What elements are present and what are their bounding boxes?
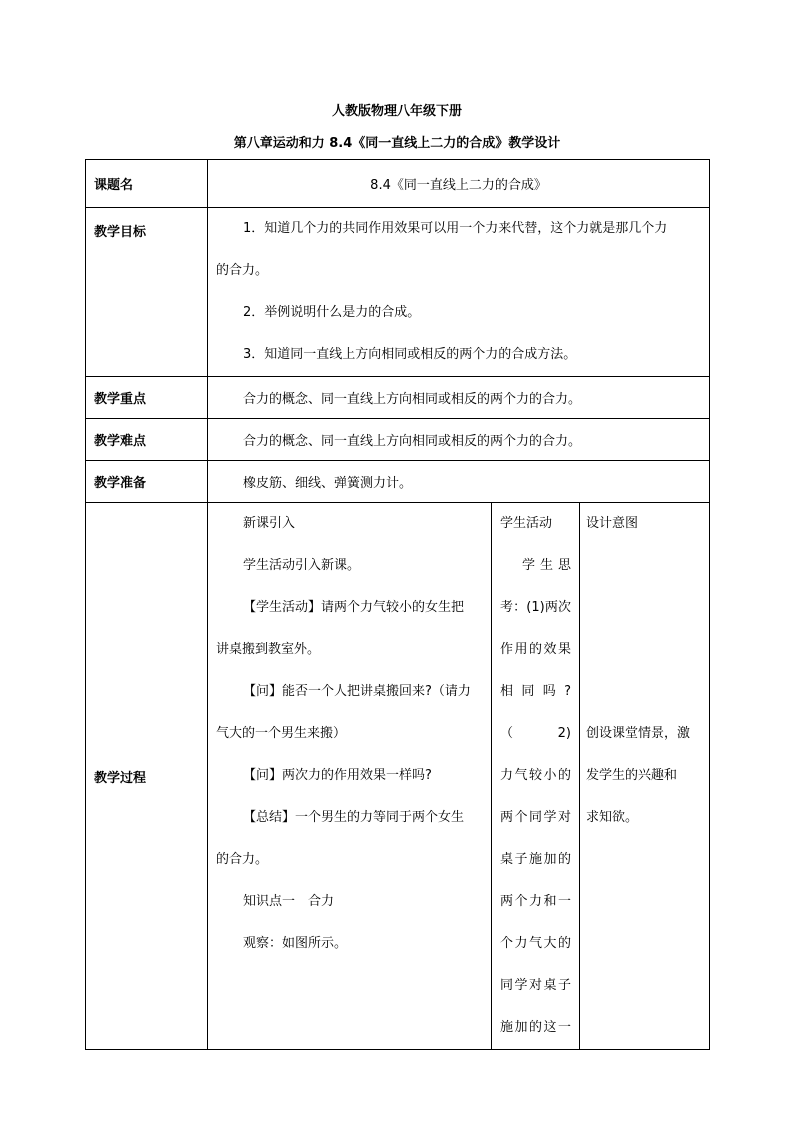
document-subtitle: 第八章运动和力 8.4《同一直线上二力的合成》教学设计 bbox=[233, 136, 561, 151]
intent-line: 求知欲。 bbox=[586, 810, 639, 825]
design-intent-heading: 设计意图 bbox=[586, 516, 639, 531]
process-line: 的合力。 bbox=[216, 852, 269, 867]
difficult-label: 教学难点 bbox=[86, 419, 208, 461]
process-line: 【问】能否一个人把讲桌搬回来?（请力 bbox=[243, 684, 471, 699]
student-line: 同学对桌子 bbox=[500, 978, 571, 993]
process-teacher-column bbox=[208, 503, 492, 1050]
process-line: 【总结】一个男生的力等同于两个女生 bbox=[243, 810, 465, 825]
intent-line: 创设课堂情景，激 bbox=[586, 726, 691, 741]
process-line: 学生活动引入新课。 bbox=[243, 558, 361, 573]
row-key-points bbox=[86, 377, 710, 419]
process-intent-column bbox=[580, 503, 710, 1050]
goals-label: 教学目标 bbox=[86, 208, 208, 377]
goal-line-1-cont: 的合力。 bbox=[216, 263, 269, 278]
topic-label: 课题名 bbox=[86, 160, 208, 208]
difficult-value: 合力的概念、同一直线上方向相同或相反的两个力的合力。 bbox=[208, 419, 710, 461]
student-line: 桌子施加的 bbox=[500, 852, 571, 867]
goals-content bbox=[208, 208, 710, 377]
process-line: 观察：如图所示。 bbox=[243, 936, 348, 951]
row-preparation bbox=[86, 461, 710, 503]
row-topic bbox=[86, 160, 710, 208]
student-line: 两个力和一 bbox=[500, 894, 571, 909]
process-line: 【学生活动】请两个力气较小的女生把 bbox=[243, 600, 465, 615]
key-label: 教学重点 bbox=[86, 377, 208, 419]
key-value: 合力的概念、同一直线上方向相同或相反的两个力的合力。 bbox=[208, 377, 710, 419]
process-line: 【问】两次力的作用效果一样吗? bbox=[243, 768, 432, 783]
student-line: 相同吗?（2) bbox=[500, 684, 571, 741]
intent-line: 发学生的兴趣和 bbox=[586, 768, 678, 783]
lesson-plan-table bbox=[85, 159, 710, 1050]
process-label: 教学过程 bbox=[86, 503, 208, 1050]
row-process bbox=[86, 503, 710, 1050]
student-activity-heading: 学生活动 bbox=[500, 516, 553, 531]
student-line: 两个同学对 bbox=[500, 810, 571, 825]
student-line: 考：(1)两次 bbox=[500, 600, 571, 615]
document-title: 人教版物理八年级下册 bbox=[331, 104, 462, 119]
goal-line-2: 2．举例说明什么是力的合成。 bbox=[243, 305, 421, 320]
student-line: 施加的这一 bbox=[500, 1020, 571, 1035]
goal-line-1: 1．知道几个力的共同作用效果可以用一个力来代替，这个力就是那几个力 bbox=[243, 221, 668, 236]
prep-value: 橡皮筋、细线、弹簧测力计。 bbox=[208, 461, 710, 503]
process-line: 知识点一 合力 bbox=[243, 894, 335, 909]
student-line: 力气较小的 bbox=[500, 768, 571, 783]
student-line: 作用的效果 bbox=[500, 642, 571, 657]
row-difficult-points bbox=[86, 419, 710, 461]
topic-value: 8.4《同一直线上二力的合成》 bbox=[208, 160, 710, 208]
row-goals bbox=[86, 208, 710, 377]
process-line: 讲桌搬到教室外。 bbox=[216, 642, 321, 657]
process-line: 气大的一个男生来搬） bbox=[216, 726, 347, 741]
student-line: 学生思 bbox=[522, 558, 571, 573]
goal-line-3: 3．知道同一直线上方向相同或相反的两个力的合成方法。 bbox=[243, 347, 577, 362]
process-line: 新课引入 bbox=[243, 516, 296, 531]
student-line: 个力气大的 bbox=[500, 936, 571, 951]
process-student-column bbox=[492, 503, 580, 1050]
prep-label: 教学准备 bbox=[86, 461, 208, 503]
